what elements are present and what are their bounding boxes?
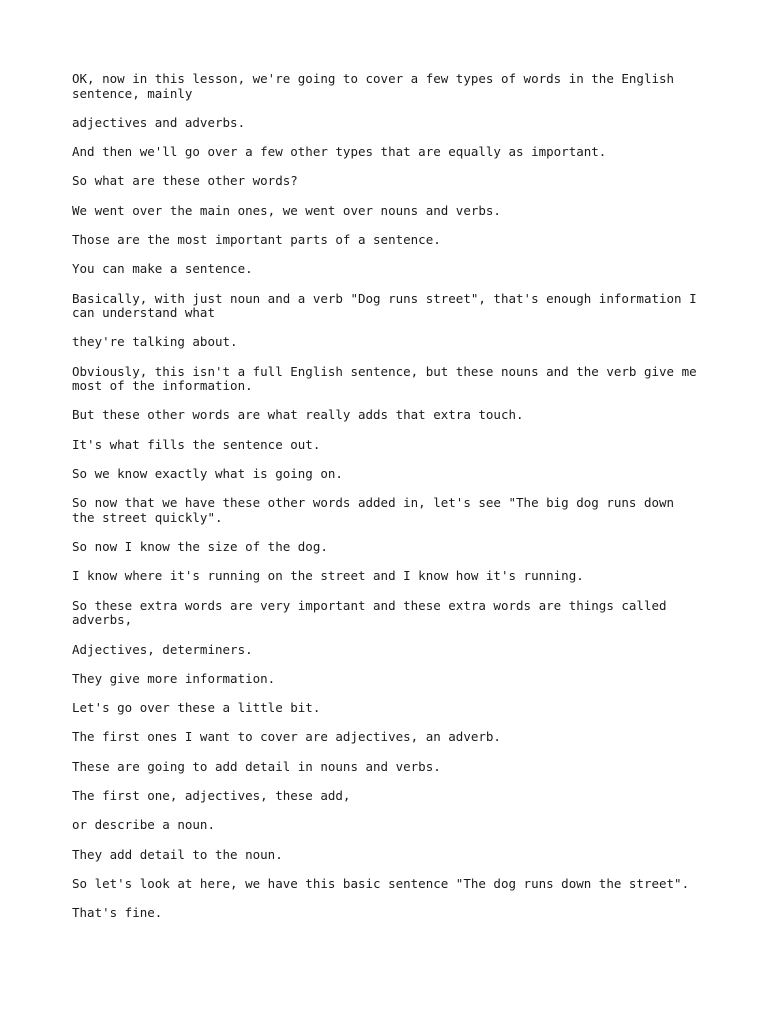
paragraph: So we know exactly what is going on.: [72, 466, 343, 482]
paragraph: But these other words are what really adds that extra touch.: [72, 407, 524, 423]
paragraph: The first one, adjectives, these add,: [72, 788, 351, 804]
paragraph: they're talking about.: [72, 334, 238, 350]
paragraph: We went over the main ones, we went over nouns and verbs.: [72, 202, 501, 218]
paragraph: It's what fills the sentence out.: [72, 436, 321, 452]
paragraph: So what are these other words?: [72, 173, 298, 189]
paragraph: They give more information.: [72, 670, 276, 686]
paragraph: So now I know the size of the dog.: [72, 539, 328, 555]
paragraph: And then we'll go over a few other types that are equally as important.: [72, 144, 607, 160]
paragraph: So now that we have these other words added in, let's see "The big dog runs down the street quickly".: [72, 495, 675, 525]
paragraph: So these extra words are very important and these extra words are things called adverbs,: [72, 597, 667, 628]
paragraph: adjectives and adverbs.: [72, 114, 246, 130]
paragraph: You can make a sentence.: [72, 261, 253, 277]
paragraph: That's fine.: [72, 905, 163, 921]
paragraph: So let's look at here, we have this basic sentence "The dog runs down the street".: [72, 875, 690, 891]
paragraph: Let's go over these a little bit.: [72, 700, 321, 716]
document-page: [72, 72, 702, 936]
paragraph: Those are the most important parts of a sentence.: [72, 231, 441, 247]
paragraph: The first ones I want to cover are adjectives, an adverb.: [72, 729, 501, 745]
paragraph: These are going to add detail in nouns and verbs.: [72, 758, 441, 774]
paragraph: or describe a noun.: [72, 817, 215, 833]
paragraph: Adjectives, determiners.: [72, 641, 253, 657]
paragraph: OK, now in this lesson, we're going to cover a few types of words in the English sentence, mainly: [72, 71, 675, 101]
paragraph: Obviously, this isn't a full English sentence, but these nouns and the verb give me most of the information.: [72, 363, 697, 394]
paragraph: They add detail to the noun.: [72, 846, 283, 862]
paragraph: Basically, with just noun and a verb "Dog runs street", that's enough information I can understand what: [72, 290, 697, 321]
paragraph: I know where it's running on the street and I know how it's running.: [72, 568, 584, 584]
